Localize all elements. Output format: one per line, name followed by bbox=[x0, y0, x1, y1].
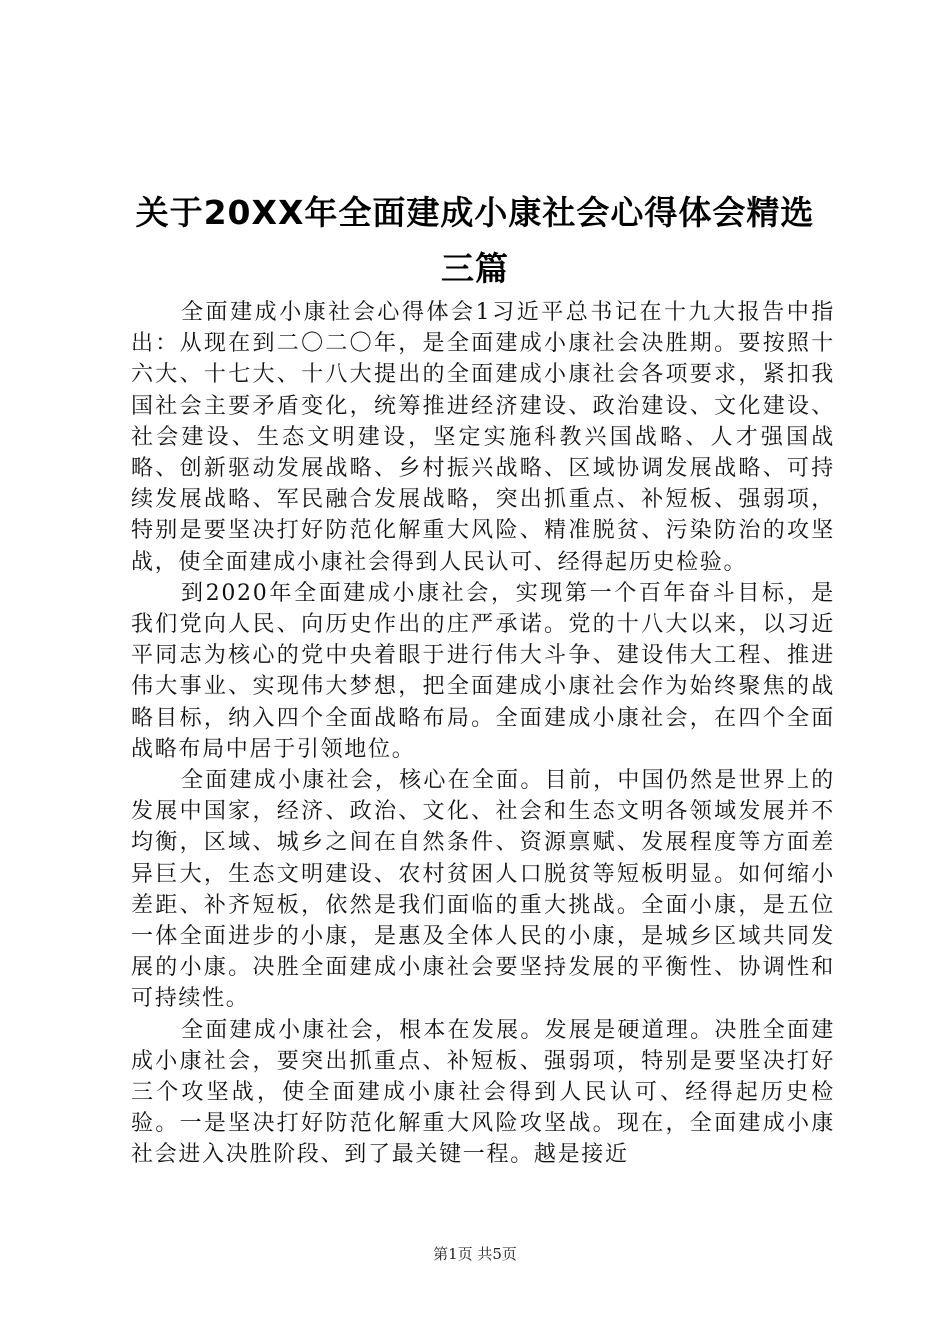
document-body bbox=[131, 297, 835, 1171]
page-number-footer: 第1页 共5页 bbox=[433, 1245, 517, 1263]
document-title-line-2: 三篇 bbox=[441, 249, 509, 288]
body-paragraph-3: 全面建成小康社会，核心在全面。目前，中国仍然是世界上的发展中国家，经济、政治、文化、社会和生态文明各领域发展并不均衡，区域、城乡之间在自然条件、资源禀赋、发展程度等方面差异巨大，生态文明建设、农村贫困人口脱贫等短板明显。如何缩小差距、补齐短板，依然是我们面临的重大挑战。全面小康，是五位一体全面进步的小康，是惠及全体人民的小康，是城乡区域共同发展的小康。决胜全面建成小康社会要坚持发展的平衡性、协调性和可持续性。 bbox=[131, 768, 835, 1012]
body-paragraph-2: 到2020年全面建成小康社会，实现第一个百年奋斗目标，是我们党向人民、向历史作出的庄严承诺。党的十八大以来，以习近平同志为核心的党中央着眼于进行伟大斗争、建设伟大工程、推进伟大事业、实现伟大梦想，把全面建成小康社会作为始终聚焦的战略目标，纳入四个全面战略布局。全面建成小康社会，在四个全面战略布局中居于引领地位。 bbox=[131, 580, 835, 762]
body-paragraph-4: 全面建成小康社会，根本在发展。发展是硬道理。决胜全面建成小康社会，要突出抓重点、补短板、强弱项，特别是要坚决打好三个攻坚战，使全面建成小康社会得到人民认可、经得起历史检验。一是坚决打好防范化解重大风险攻坚战。现在，全面建成小康社会进入决胜阶段、到了最关键一程。越是接近 bbox=[131, 1017, 835, 1168]
document-title-line-1: 关于20XX年全面建成小康社会心得体会精选 bbox=[135, 193, 815, 232]
body-paragraph-1: 全面建成小康社会心得体会1习近平总书记在十九大报告中指出：从现在到二〇二〇年，是全面建成小康社会决胜期。要按照十六大、十七大、十八大提出的全面建成小康社会各项要求，紧扣我国社会主要矛盾变化，统筹推进经济建设、政治建设、文化建设、社会建设、生态文明建设，坚定实施科教兴国战略、人才强国战略、创新驱动发展战略、乡村振兴战略、区域协调发展战略、可持续发展战略、军民融合发展战略，突出抓重点、补短板、强弱项，特别是要坚决打好防范化解重大风险、精准脱贫、污染防治的攻坚战，使全面建成小康社会得到人民认可、经得起历史检验。 bbox=[131, 300, 835, 575]
